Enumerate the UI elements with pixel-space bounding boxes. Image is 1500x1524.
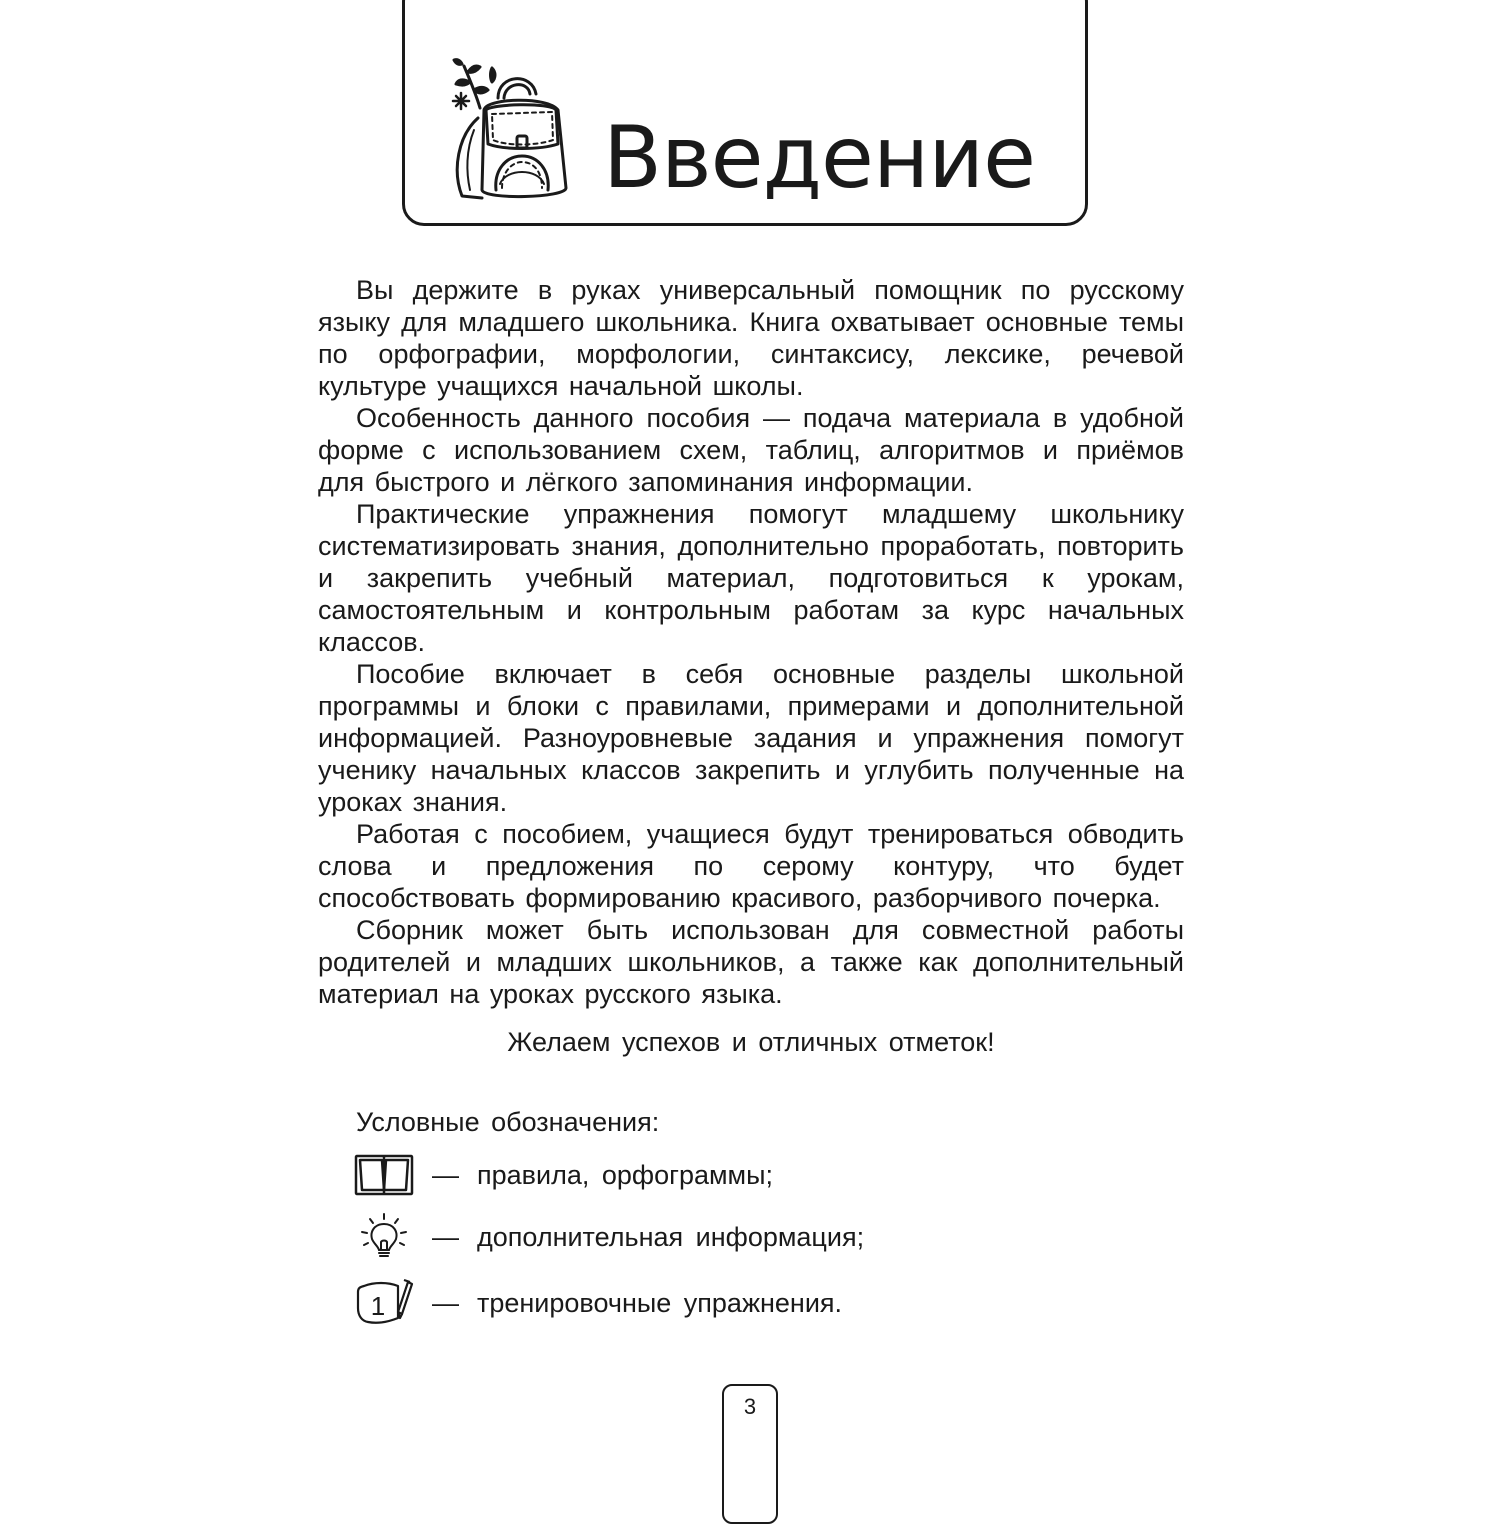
paragraph: Сборник может быть использован для совместной работы родителей и младших школьников, а также как дополнительный материал на уроках русского языка. (318, 915, 1184, 1009)
legend-label: тренировочные упражнения. (477, 1288, 843, 1318)
exercise-pencil-icon (354, 1278, 416, 1328)
legend-title: Условные обозначения: (356, 1107, 660, 1137)
legend-label: дополнительная информация; (477, 1222, 865, 1252)
legend-item-rules (354, 1150, 773, 1200)
page-title: Введение (603, 108, 1035, 208)
intro-text (318, 274, 1184, 1010)
legend-item-exercise (354, 1278, 842, 1328)
legend-item-info (354, 1212, 864, 1262)
paragraph: Практические упражнения помогут младшему школьнику систематизировать знания, дополнительно проработать, повторить и закрепить учебный материал, подготовиться к урокам, самостоятельным и контрольным работам за курс начальных классов. (318, 499, 1184, 657)
legend-dash: — (432, 1288, 459, 1318)
legend-label: правила, орфограммы; (477, 1160, 774, 1190)
paragraph: Пособие включает в себя основные разделы школьной программы и блоки с правилами, примерами и дополнительной информацией. Разноуровневые задания и упражнения помогут ученику начальных классов закрепить и углубить полученные на уроках знания. (318, 659, 1184, 817)
legend-dash: — (432, 1160, 459, 1190)
paragraph: Особенность данного пособия — подача материала в удобной форме с использованием схем, таблиц, алгоритмов и приёмов для быстрого и лёгкого запоминания информации. (318, 403, 1184, 497)
open-book-icon (354, 1150, 416, 1200)
lightbulb-icon (354, 1212, 416, 1262)
exercise-number: 1 (370, 1291, 386, 1321)
closing-wish: Желаем успехов и отличных отметок! (507, 1027, 995, 1057)
paragraph: Вы держите в руках универсальный помощник по русскому языку для младшего школьника. Книга охватывает основные темы по орфографии, морфологии, синтаксису, лексике, речевой культуре учащихся начальной школы. (318, 275, 1184, 401)
legend-dash: — (432, 1222, 459, 1252)
backpack-icon (440, 58, 590, 208)
paragraph: Работая с пособием, учащиеся будут тренироваться обводить слова и предложения по серому контуру, что будет способствовать формированию красивого, разборчивого почерка. (318, 819, 1184, 913)
page-number-tab (722, 1384, 778, 1524)
page-number: 3 (743, 1394, 757, 1419)
